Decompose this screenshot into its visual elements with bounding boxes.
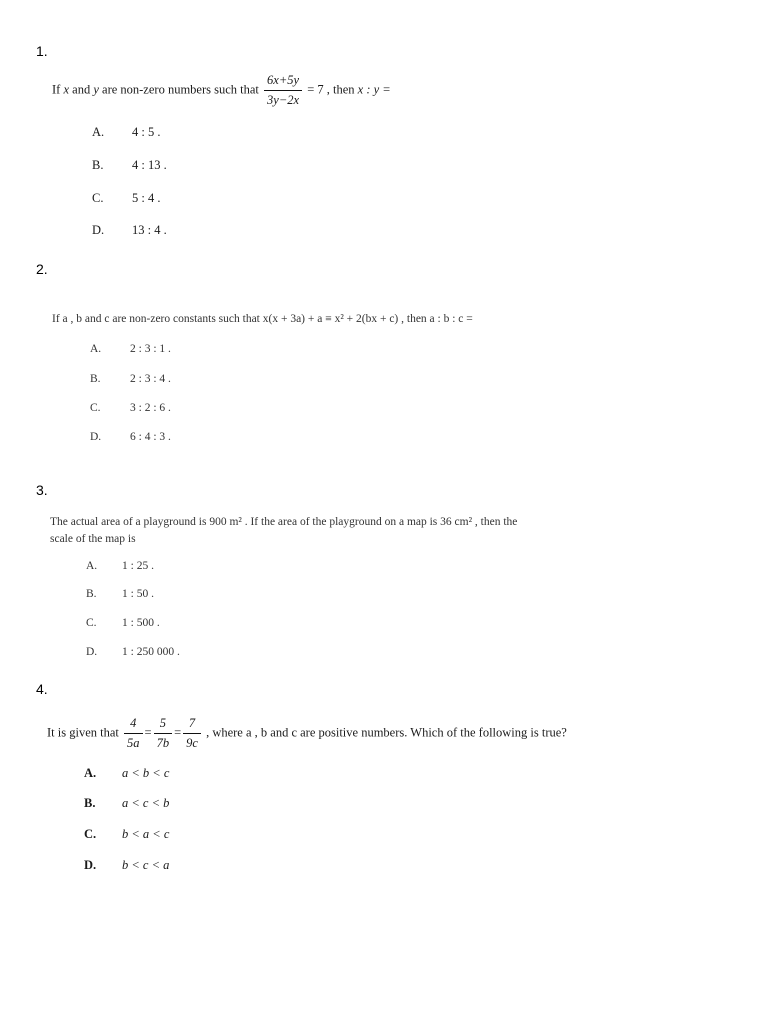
q2-option-d-text: 6 : 4 : 3 . bbox=[130, 431, 171, 443]
q2-option-a-text: 2 : 3 : 1 . bbox=[130, 343, 171, 355]
q2-option-a-letter: A. bbox=[90, 343, 102, 355]
q4-fraction-2 bbox=[154, 715, 173, 752]
q1-var-y: y bbox=[93, 82, 99, 97]
q4-stem-part1: It is given that bbox=[47, 725, 119, 740]
question-3-number: 3. bbox=[36, 482, 48, 498]
q4-fraction-2-denominator: 7b bbox=[156, 736, 170, 750]
q4-option-d-text: b < c < a bbox=[122, 858, 170, 872]
q4-option-a[interactable] bbox=[84, 766, 169, 781]
q1-option-d-letter: D. bbox=[92, 223, 105, 237]
q4-option-c-letter: C. bbox=[84, 827, 97, 841]
q4-option-d[interactable] bbox=[84, 858, 169, 873]
q1-stem-part1: If bbox=[52, 82, 61, 97]
q4-option-b-letter: B. bbox=[84, 796, 96, 810]
q1-option-a[interactable] bbox=[92, 125, 160, 140]
q1-option-d[interactable] bbox=[92, 223, 167, 238]
question-2-stem: If a , b and c are non-zero constants such that x(x + 3a) + a ≡ x² + 2(bx + c) , then a : b : c = bbox=[52, 313, 473, 325]
q4-option-a-text: a < b < c bbox=[122, 766, 170, 780]
q3-option-d-text: 1 : 250 000 . bbox=[122, 646, 180, 658]
q2-option-d-letter: D. bbox=[90, 431, 102, 443]
q1-fraction-denominator: 3y−2x bbox=[267, 93, 300, 107]
q4-fraction-1-denominator: 5a bbox=[127, 736, 140, 750]
q2-option-b-text: 2 : 3 : 4 . bbox=[130, 373, 171, 385]
q1-option-b-text: 4 : 13 . bbox=[132, 158, 167, 172]
question-4-number: 4. bbox=[36, 681, 48, 697]
q4-fraction-3-denominator: 9c bbox=[186, 736, 198, 750]
question-2-number: 2. bbox=[36, 261, 48, 277]
q3-option-b-text: 1 : 50 . bbox=[122, 588, 154, 600]
question-1-stem bbox=[52, 72, 391, 109]
q2-option-b[interactable] bbox=[90, 373, 171, 385]
q1-option-c[interactable] bbox=[92, 191, 160, 206]
q2-option-c-letter: C. bbox=[90, 402, 101, 414]
q4-fraction-3 bbox=[183, 715, 201, 752]
q2-option-b-letter: B. bbox=[90, 373, 101, 385]
q2-option-a[interactable] bbox=[90, 343, 171, 355]
q4-fraction-2-numerator: 5 bbox=[154, 715, 173, 734]
q4-option-c-text: b < a < c bbox=[122, 827, 170, 841]
q3-option-b[interactable] bbox=[86, 588, 154, 600]
q2-option-c-text: 3 : 2 : 6 . bbox=[130, 402, 171, 414]
question-1-number: 1. bbox=[36, 43, 48, 59]
q1-stem-part4: = 7 , then bbox=[307, 82, 355, 97]
q1-ratio: x : y = bbox=[357, 82, 391, 97]
q4-option-d-letter: D. bbox=[84, 858, 97, 872]
q4-fraction-1 bbox=[124, 715, 143, 752]
q1-option-b-letter: B. bbox=[92, 158, 104, 172]
q2-option-d[interactable] bbox=[90, 431, 171, 443]
q3-option-a-letter: A. bbox=[86, 560, 98, 572]
q1-option-c-letter: C. bbox=[92, 191, 104, 205]
q3-option-a-text: 1 : 25 . bbox=[122, 560, 154, 572]
q4-option-a-letter: A. bbox=[84, 766, 97, 780]
q1-stem-part3: are non-zero numbers such that bbox=[102, 82, 259, 97]
q1-option-a-letter: A. bbox=[92, 125, 105, 139]
q1-stem-part2: and bbox=[72, 82, 91, 97]
q1-fraction bbox=[264, 72, 302, 109]
q1-var-x: x bbox=[63, 82, 70, 97]
q3-option-c[interactable] bbox=[86, 617, 160, 629]
question-4-stem: It is given that $\frac{4}{5a}$ = $\frac{5}{7b}$ = $\frac{7}{9c}$ , where a , b and c are positive numbers. Which of the following is true? bbox=[47, 716, 567, 750]
q4-option-c[interactable] bbox=[84, 827, 169, 842]
question-3-stem-line-2: scale of the map is bbox=[50, 533, 136, 545]
q3-option-c-letter: C. bbox=[86, 617, 97, 629]
q3-option-d[interactable] bbox=[86, 646, 180, 658]
q3-option-d-letter: D. bbox=[86, 646, 98, 658]
q1-option-d-text: 13 : 4 . bbox=[132, 223, 167, 237]
q3-option-c-text: 1 : 500 . bbox=[122, 617, 160, 629]
q1-option-c-text: 5 : 4 . bbox=[132, 191, 161, 205]
q1-option-a-text: 4 : 5 . bbox=[132, 125, 161, 139]
q1-fraction-numerator: 6x+5y bbox=[264, 72, 302, 91]
q4-option-b[interactable] bbox=[84, 796, 169, 811]
q3-option-a[interactable] bbox=[86, 560, 154, 572]
q3-option-b-letter: B. bbox=[86, 588, 97, 600]
q2-option-c[interactable] bbox=[90, 402, 171, 414]
q4-option-b-text: a < c < b bbox=[122, 796, 170, 810]
q1-option-b[interactable] bbox=[92, 158, 167, 173]
question-3-stem-line-1: The actual area of a playground is 900 m² . If the area of the playground on a map is 36 cm² , then the bbox=[50, 516, 518, 528]
q4-fraction-1-numerator: 4 bbox=[124, 715, 143, 734]
q4-fraction-3-numerator: 7 bbox=[183, 715, 201, 734]
q4-stem-part2: , where a , b and c are positive numbers. Which of the following is true? bbox=[206, 725, 567, 740]
